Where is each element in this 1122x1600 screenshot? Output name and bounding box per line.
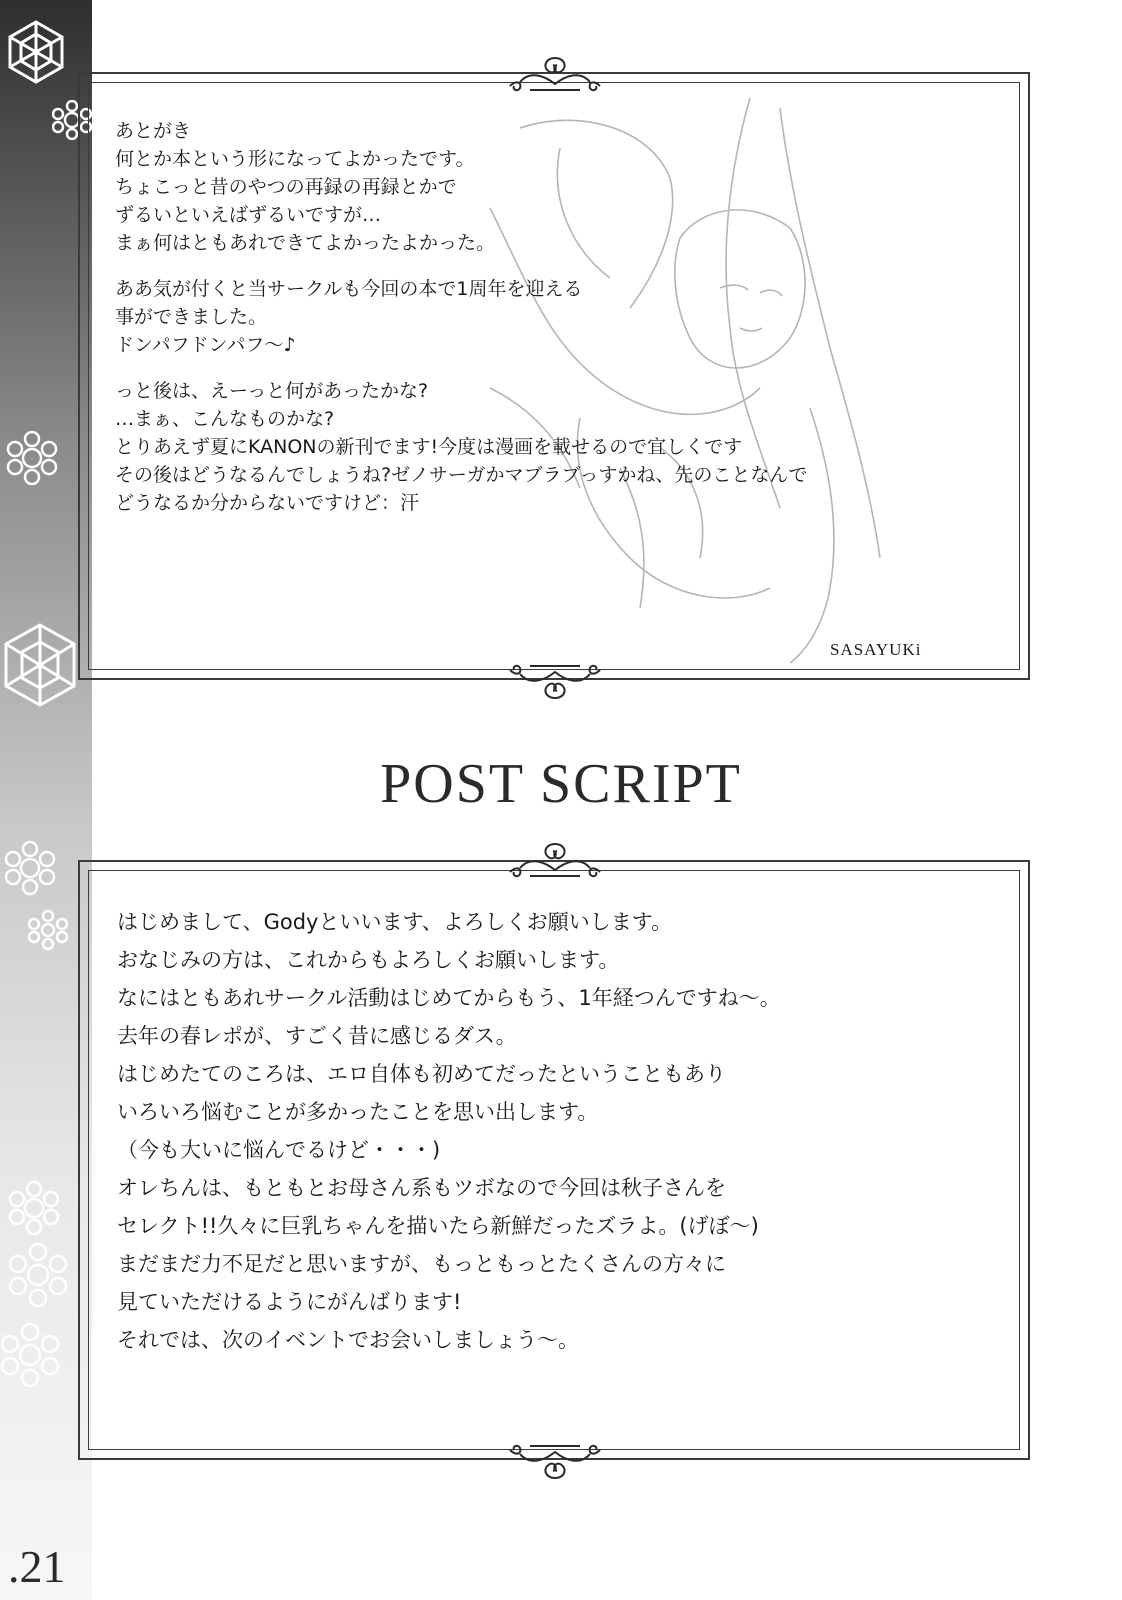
postscript-line: 見ていただけるようにがんばります!	[117, 1290, 462, 1314]
postscript-line: それでは、次のイベントでお会いしましょう～。	[117, 1328, 579, 1352]
afterword-line: まぁ何はともあれできてよかったよかった。	[115, 232, 496, 254]
ornament-icon	[500, 838, 610, 882]
postscript-text	[117, 912, 781, 1368]
postscript-line: なにはともあれサークル活動はじめてからもう、1年経つんですね～。	[117, 986, 781, 1010]
snowflake-icon	[0, 1320, 60, 1390]
ornament-icon	[500, 1440, 610, 1484]
afterword-line: ずるいといえばずるいですが…	[115, 204, 382, 226]
afterword-line: っと後は、えーっと何があったかな?	[115, 380, 429, 402]
afterword-line: ドンパフドンパフ～♪	[115, 334, 296, 356]
page-title: POST SCRIPT	[380, 753, 742, 815]
postscript-line: 去年の春レポが、すごく昔に感じるダス。	[117, 1024, 517, 1048]
page-number: .21	[8, 1541, 66, 1592]
afterword-line: とりあえず夏にKANONの新刊でます!今度は漫画を載せるので宜しくです	[115, 436, 743, 458]
afterword-text	[115, 122, 807, 522]
author-signature: SASAYUKi	[830, 640, 922, 659]
snowflake-icon	[6, 1180, 62, 1236]
postscript-line: （今も大いに悩んでるけど・・・)	[117, 1138, 441, 1162]
snowflake-icon	[4, 430, 60, 486]
postscript-line: はじめまして、Godyといいます、よろしくお願いします。	[117, 910, 673, 934]
afterword-line: どうなるか分からないですけど：汗	[115, 492, 420, 514]
afterword-line: ああ気が付くと当サークルも今回の本で1周年を迎える	[115, 278, 583, 300]
postscript-line: セレクト!!久々に巨乳ちゃんを描いたら新鮮だったズラよ。(げぼ～)	[117, 1214, 759, 1238]
postscript-line: オレちんは、もともとお母さん系もツボなので今回は秋子さんを	[117, 1176, 726, 1200]
snowflake-icon	[28, 910, 68, 950]
snowflake-icon	[8, 1240, 68, 1310]
afterword-line: ちょこっと昔のやつの再録の再録とかで	[115, 176, 457, 198]
afterword-line: 事ができました。	[115, 306, 268, 328]
afterword-line: その後はどうなるんでしょうね?ゼノサーガかマブラブっすかね、先のことなんで	[115, 464, 808, 486]
postscript-line: はじめたてのころは、エロ自体も初めてだったということもあり	[117, 1062, 726, 1086]
snowflake-icon	[2, 18, 70, 86]
snowflake-icon	[0, 620, 80, 710]
afterword-line: あとがき	[115, 120, 192, 142]
postscript-line: いろいろ悩むことが多かったことを思い出します。	[117, 1100, 599, 1124]
postscript-line: まだまだ力不足だと思いますが、もっともっとたくさんの方々に	[117, 1252, 726, 1276]
snowflake-icon	[2, 840, 58, 896]
afterword-line: 何とか本という形になってよかったです。	[115, 148, 475, 170]
postscript-line: おなじみの方は、これからもよろしくお願いします。	[117, 948, 620, 972]
afterword-line: …まぁ、こんなものかな?	[115, 408, 335, 430]
